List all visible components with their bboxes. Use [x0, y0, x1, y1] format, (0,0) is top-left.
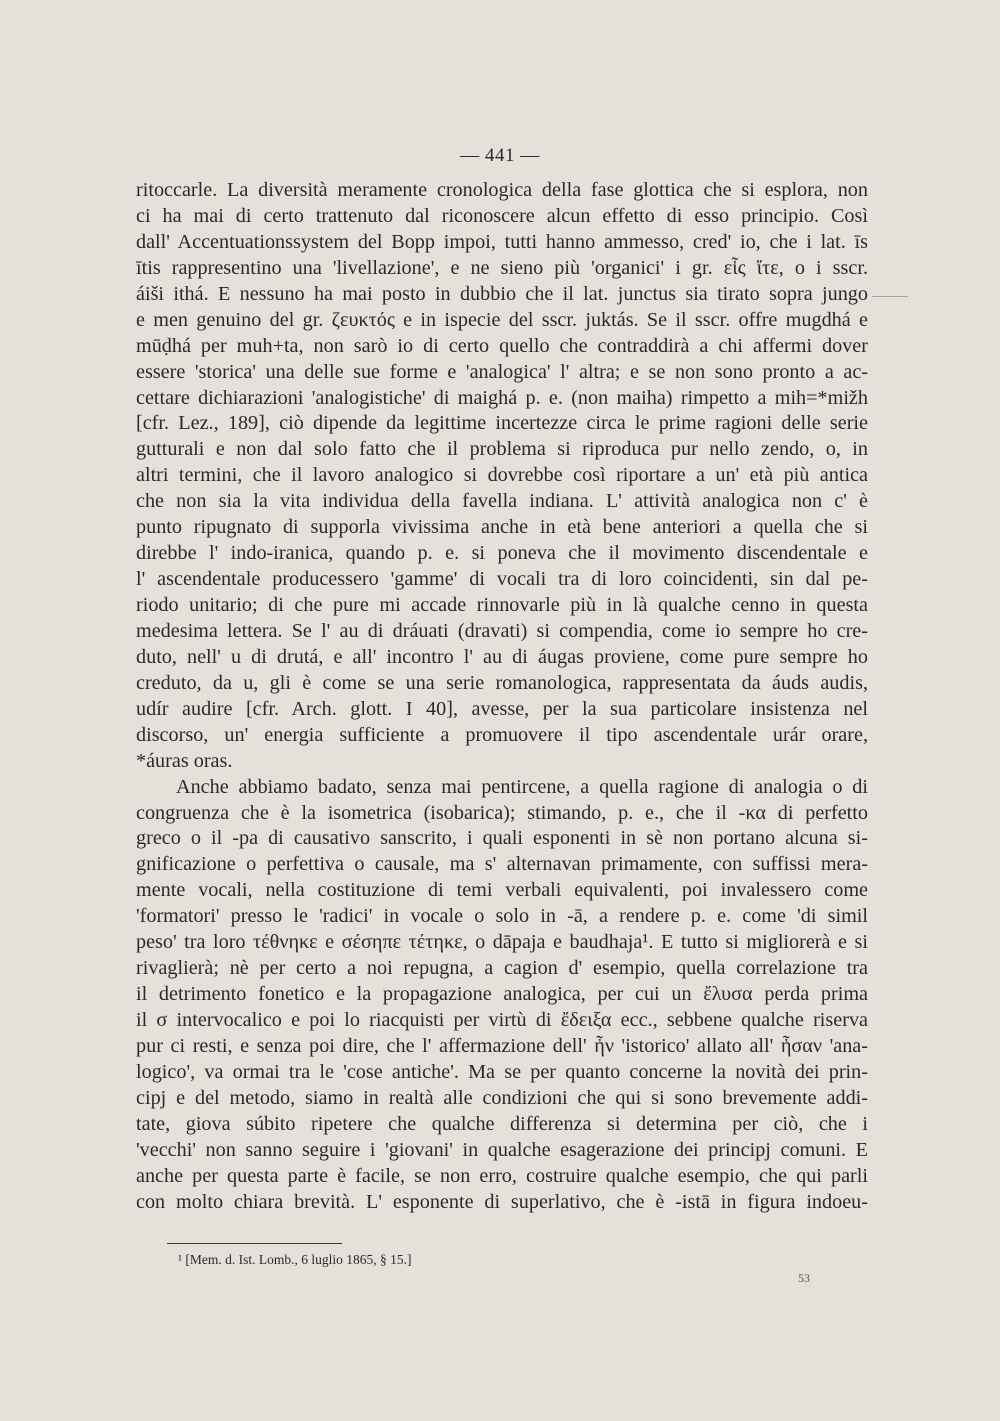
text-line: ritoccarle. La diversità meramente cronologica della fase glottica che si esplora, non	[136, 179, 868, 201]
text-line: mente vocali, nella costituzione di temi verbali equivalenti, poi invalessero come	[136, 879, 868, 902]
text-line: logico', va ormai tra le 'cose antiche'. Ma se per quanto concerne la novità dei prin-	[136, 1060, 868, 1083]
text-line: ītis rappresentino una 'livellazione', e ne sieno più 'organici' i gr. εἷς ἴτε, o i sscr.	[136, 256, 868, 279]
text-line: 'formatori' presso le 'radici' in vocale o solo in -ā, a rendere p. e. come 'di simil	[136, 905, 868, 928]
margin-mark	[872, 296, 908, 297]
text-line: medesima lettera. Se l' au di dráuati (dravati) si compendia, come io sempre ho cre-	[136, 619, 868, 642]
text-line: áiši ithá. E nessuno ha mai posto in dubbio che il lat. junctus sia tirato sopra jungo	[136, 282, 868, 305]
text-line: essere 'storica' una delle sue forme e 'analogica' l' altra; e se non sono pronto a ac-	[136, 360, 868, 383]
text-line: peso' tra loro τέθνηκε e σέσηπε τέτηκε, o dāpaja e baudhaja¹. E tutto si migliorerà e si	[136, 931, 868, 954]
text-line: direbbe l' indo-iranica, quando p. e. si poneva che il movimento discendentale e	[136, 542, 868, 565]
text-line: gnificazione o perfettiva o causale, ma s' alternavan primamente, con suffissi mera-	[136, 853, 868, 876]
text-line: altri termini, che il lavoro analogico si dovrebbe così riportare a un' età più antica	[136, 464, 868, 487]
text-line: cettare dichiarazioni 'analogistiche' di maighá p. e. (non maiha) rimpetto a mih=*mižh	[136, 386, 868, 409]
text-line: il detrimento fonetico e la propagazione analogica, per cui un ἔλυσα perda prima	[136, 983, 868, 1006]
text-line: e men genuino del gr. ζευκτός e in ispecie del sscr. juktás. Se il sscr. offre mugdhá e	[136, 308, 868, 331]
text-line: che non sia la vita individua della favella indiana. L' attività analogica non c' è	[136, 490, 868, 513]
text-line: creduto, da u, gli è come se una serie romanologica, rappresentata da áuds audis,	[136, 671, 868, 694]
printer-signature-mark: 53	[798, 1271, 810, 1285]
text-line: rivaglierà; nè per certo a noi repugna, a cagion d' esempio, quella correlazione tra	[136, 957, 868, 980]
text-line: udír audire [cfr. Arch. glott. I 40], avesse, per la sua particolare insistenza nel	[136, 697, 868, 720]
text-line: l' ascendentale producessero 'gamme' di vocali tra di loro coincidenti, sin dal pe-	[136, 568, 868, 591]
page-number: — 441 —	[460, 145, 540, 166]
text-line: [cfr. Lez., 189], ciò dipende da legittime incertezze circa le prime ragioni delle serie	[136, 412, 868, 435]
text-line: cipj e del metodo, siamo in realtà alle condizioni che qui si sono brevemente addi-	[136, 1086, 868, 1109]
text-line: gutturali e non dal solo fatto che il problema si riproduca pur nello zendo, o, in	[136, 438, 868, 461]
text-line: con molto chiara brevità. L' esponente di superlativo, che è -istā in figura indoeu-	[136, 1190, 868, 1213]
text-line: anche per questa parte è facile, se non erro, costruire qualche esempio, che qui parli	[136, 1164, 868, 1187]
text-line: punto ripugnato di supporla vivissima anche in età bene anteriori a quella che si	[136, 516, 868, 539]
footnote-divider	[167, 1243, 342, 1244]
text-line: tate, giova súbito ripetere che qualche differenza si determina per ciò, che i	[136, 1112, 868, 1135]
text-line: *áuras oras.	[136, 749, 233, 772]
footnote: ¹ [Mem. d. Ist. Lomb., 6 luglio 1865, § 15.]	[178, 1252, 412, 1267]
body-text	[136, 178, 868, 1216]
text-line: pur ci resti, e senza poi dire, che l' affermazione dell' ἦν 'istorico' allato all' ἦσαν 'ana-	[136, 1034, 868, 1057]
text-line: mūḍhá per muh+ta, non sarò io di certo quello che contraddirà a chi affermi dover	[136, 334, 868, 357]
text-line: il σ intervocalico e poi lo riacquisti per virtù di ἔδειξα ecc., sebbene qualche riserva	[136, 1009, 868, 1031]
text-line: congruenza che è la isometrica (isobarica); stimando, p. e., che il -κα di perfetto	[136, 801, 868, 824]
paragraph-start-line: Anche abbiamo badato, senza mai pentircene, a quella ragione di analogia o di	[176, 775, 868, 798]
text-line: greco o il -pa di causativo sanscrito, i quali esponenti in sè non portano alcuna si-	[136, 827, 868, 850]
text-line: dall' Accentuationssystem del Bopp impoi, tutti hanno ammesso, cred' io, che i lat. īs	[136, 230, 868, 253]
text-line: discorso, un' energia sufficiente a promuovere il tipo ascendentale urár orare,	[136, 723, 868, 746]
text-line: duto, nell' u di drutá, e all' incontro l' au di áugas proviene, come pure sempre ho	[136, 645, 868, 668]
text-line: ci ha mai di certo trattenuto dal riconoscere alcun effetto di esso principio. Così	[136, 204, 868, 227]
text-line: 'vecchi' non sanno seguire i 'giovani' in qualche esagerazione dei principj comuni. E	[136, 1138, 868, 1161]
text-line: riodo unitario; di che pure mi accade rinnovarle più in là qualche cenno in questa	[136, 594, 868, 616]
